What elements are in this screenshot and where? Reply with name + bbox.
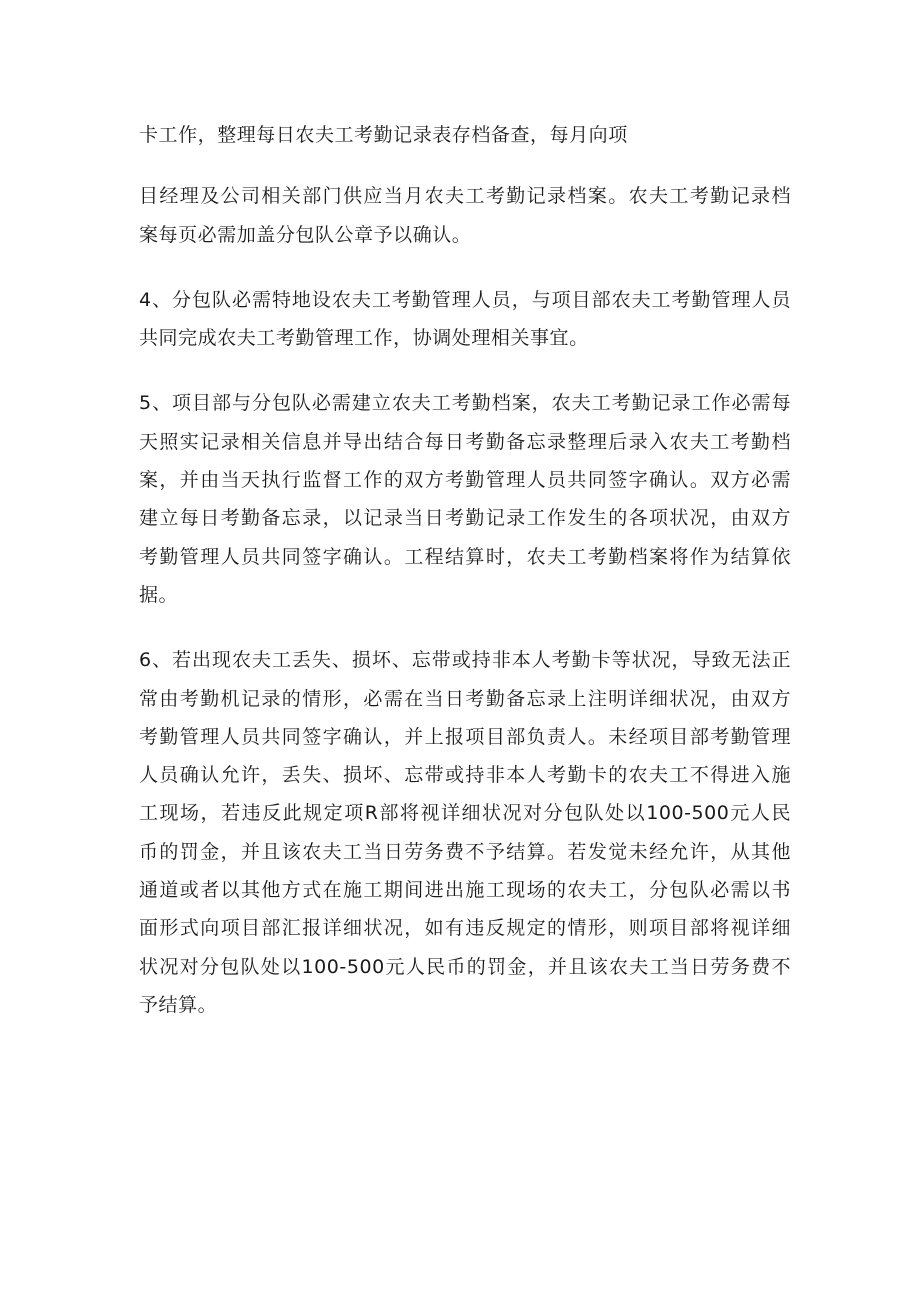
text-line: 考勤管理人员共同签字确认，并上报项目部负责人。未经项目部考勤管理 [139,725,791,748]
text-line: 4、分包队必需特地设农夫工考勤管理人员，与项目部农夫工考勤管理人员 [139,288,791,311]
text-line: 建立每日考勤备忘录，以记录当日考勤记录工作发生的各项状况，由双方 [139,507,791,530]
text-line: 通道或者以其他方式在施工期间进出施工现场的农夫工，分包队必需以书 [139,879,791,902]
text-line: 币的罚金，并且该农夫工当日劳务费不予结算。若发觉未经允许，从其他 [139,840,791,863]
text-line: 案，并由当天执行监督工作的双方考勤管理人员共同签字确认。双方必需 [139,469,791,492]
text-line: 5、项目部与分包队必需建立农夫工考勤档案，农夫工考勤记录工作必需每 [139,392,791,415]
paragraph-spacer [139,614,791,641]
text-line: 据。 [139,583,179,606]
paragraph-item-5 [139,384,791,614]
text-line: 予结算。 [139,993,218,1016]
paragraph-item-6 [139,641,791,1024]
paragraph-item-4 [139,281,791,358]
paragraph-continuation-1 [139,116,791,154]
text-line: 常由考勤机记录的情形，必需在当日考勤备忘录上注明详细状况，由双方 [139,687,791,710]
paragraph-continuation-2 [139,177,791,254]
document-body [139,116,791,1024]
paragraph-spacer [139,254,791,281]
text-line: 卡工作，整理每日农夫工考勤记录表存档备查，每月向项 [139,124,628,146]
text-line: 天照实记录相关信息并导出结合每日考勤备忘录整理后录入农夫工考勤档 [139,430,791,453]
text-line: 共同完成农夫工考勤管理工作，协调处理相关事宜。 [139,327,589,350]
paragraph-spacer [139,154,791,177]
paragraph-spacer [139,357,791,384]
text-line: 考勤管理人员共同签字确认。工程结算时，农夫工考勤档案将作为结算依 [139,545,791,568]
text-line: 6、若出现农夫工丢失、损坏、忘带或持非本人考勤卡等状况，导致无法正 [139,649,791,672]
text-line: 目经理及公司相关部门供应当月农夫工考勤记录档案。农夫工考勤记录档 [139,185,791,208]
text-line: 面形式向项目部汇报详细状况，如有违反规定的情形，则项目部将视详细 [139,917,791,940]
text-line: 人员确认允许，丢失、损坏、忘带或持非本人考勤卡的农夫工不得进入施 [139,764,791,787]
text-line: 状况对分包队处以100-500元人民币的罚金，并且该农夫工当日劳务费不 [139,955,791,978]
text-line: 案每页必需加盖分包队公章予以确认。 [139,223,472,246]
text-line: 工现场，若违反此规定项R部将视详细状况对分包队处以100-500元人民 [139,802,791,825]
